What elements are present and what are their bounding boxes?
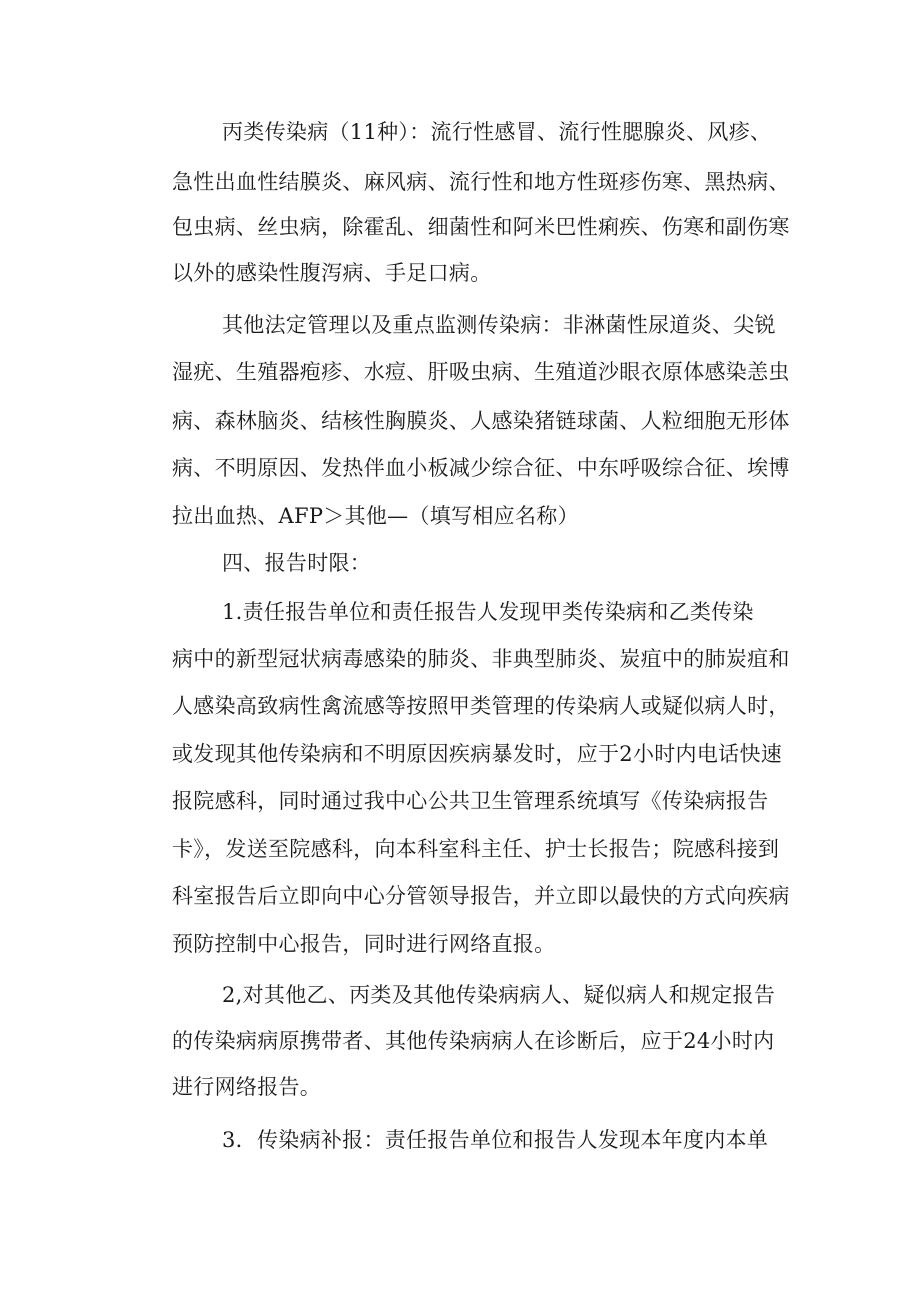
paragraph-line: 人感染高致病性禽流感等按照甲类管理的传染病人或疑似病人时， (172, 694, 790, 718)
paragraph-line: 急性出血性结膜炎、麻风病、流行性和地方性斑疹伤寒、黑热病、 (172, 170, 790, 194)
paragraph-line: 预防控制中心报告，同时进行网络直报。 (172, 932, 556, 956)
paragraph-line: 以外的感染性腹泻病、手足口病。 (172, 261, 492, 285)
paragraph-line: 拉出血热、AFP＞其他—（填写相应名称） (172, 504, 579, 528)
paragraph-line-item-1: 1.责任报告单位和责任报告人发现甲类传染病和乙类传染 (222, 600, 754, 624)
paragraph-line: 科室报告后立即向中心分管领导报告，并立即以最快的方式向疾病 (172, 884, 790, 908)
paragraph-line: 进行网络报告。 (172, 1075, 322, 1099)
paragraph-line: 包虫病、丝虫病，除霍乱、细菌性和阿米巴性痢疾、伤寒和副伤寒 (172, 215, 790, 239)
paragraph-line-item-2: 2,对其他乙、丙类及其他传染病病人、疑似病人和规定报告 (222, 983, 776, 1007)
paragraph-line: 的传染病病原携带者、其他传染病病人在诊断后，应于24小时内 (172, 1029, 775, 1053)
paragraph-line: 病、不明原因、发热伴血小板减少综合征、中东呼吸综合征、埃博 (172, 456, 790, 480)
paragraph-line-class-c-diseases: 丙类传染病（11种）：流行性感冒、流行性腮腺炎、风疹、 (222, 120, 772, 144)
paragraph-line: 湿疣、生殖器疱疹、水痘、肝吸虫病、生殖道沙眼衣原体感染恙虫 (172, 360, 790, 384)
paragraph-line: 或发现其他传染病和不明原因疾病暴发时，应于2小时内电话快速 (172, 742, 783, 766)
paragraph-line: 报院感科，同时通过我中心公共卫生管理系统填写《传染病报告 (172, 789, 769, 813)
paragraph-line: 卡》，发送至院感科，向本科室科主任、护士长报告；院感科接到 (172, 837, 780, 861)
paragraph-line: 病中的新型冠状病毒感染的肺炎、非典型肺炎、炭疽中的肺炭疽和 (172, 647, 790, 671)
paragraph-line: 病、森林脑炎、结核性胸膜炎、人感染猪链球菌、人粒细胞无形体 (172, 409, 790, 433)
paragraph-line-item-3: 3．传染病补报：责任报告单位和报告人发现本年度内本单 (222, 1128, 769, 1152)
section-heading-reporting-deadline: 四、报告时限： (222, 551, 372, 575)
paragraph-line-other-diseases: 其他法定管理以及重点监测传染病：非淋菌性尿道炎、尖锐 (222, 313, 776, 337)
